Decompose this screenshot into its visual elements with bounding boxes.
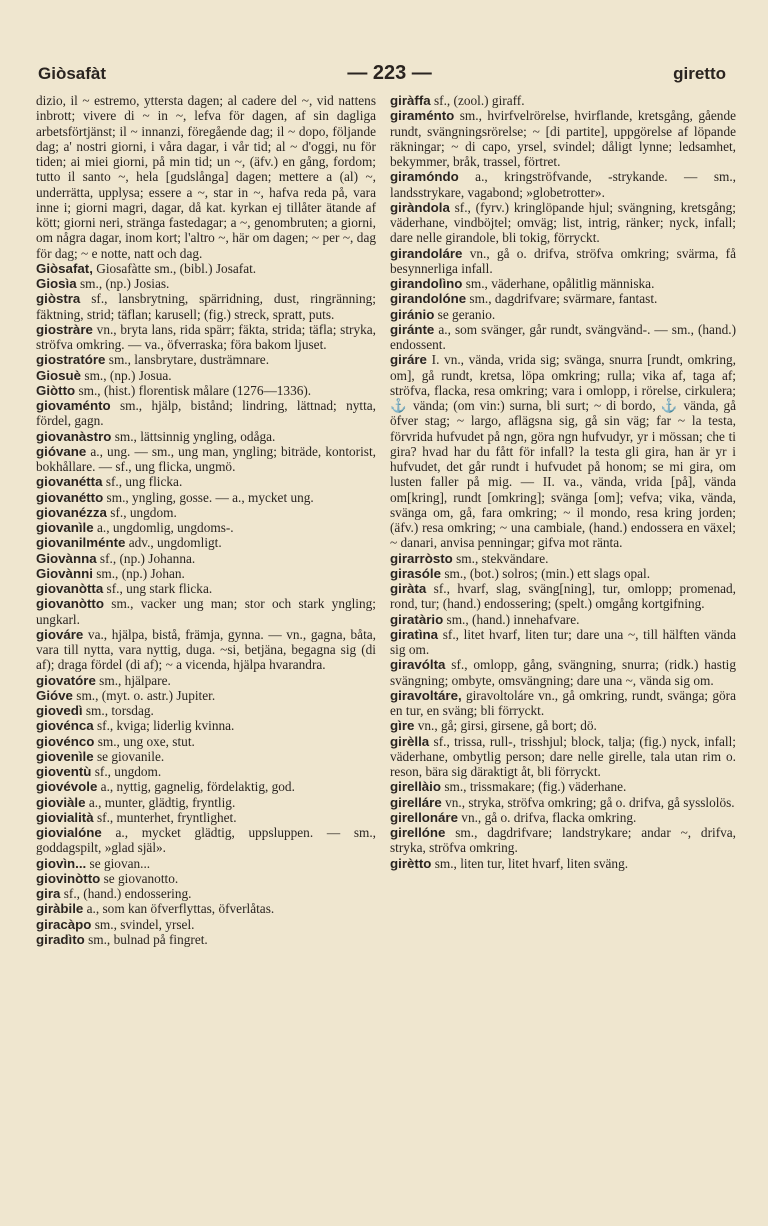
dictionary-entry: giràbile a., som kan öfverflyttas, öfverlåtas. [36, 901, 275, 917]
entry-headword: gìre [390, 718, 415, 734]
entry-headword: giradìto [36, 931, 85, 947]
dictionary-entry: giovanétto sm., yngling, gosse. — a., mycket ung. [36, 489, 314, 505]
dictionary-entry: giovanòtto sm., vacker ung man; stor och stark yngling; ungkarl. [36, 596, 376, 627]
entry-headword: giràffa [390, 93, 431, 108]
dictionary-entry: giovévole a., nyttig, gagnelig, fördelaktig, god. [36, 779, 295, 795]
dictionary-entry: Giovànna sf., (np.) Johanna. [36, 550, 196, 566]
dictionary-entry: giraménto sm., hvirfvelrörelse, hvirflande, kretsgång, gående rundt, svängningsrörelse; ~ [di partite], uppgörelse af löpande räkningar; ~ di capo, yrsel, svindel; dåligt lynne; ledsamhet, bekymmer, bråk, trassel, förtret. [390, 108, 736, 169]
entry-headword: giovanàstro [36, 428, 112, 444]
dictionary-entry: Giòsafat, Giosafàtte sm., (bibl.) Josafat. [36, 260, 257, 276]
entry-headword: girelláre [390, 794, 442, 810]
entry-headword: giratìna [390, 626, 439, 642]
entry-headword: giovanòtta [36, 581, 104, 596]
dictionary-entry: girèlla sf., trissa, rull-, trisshjul; block, talja; (fig.) nyck, infall; väderhane, ombytlig person; dare nelle girelle, tala utan rim o. reson, bära sig däraktigt åt, bli förryckt. [390, 733, 736, 779]
dictionary-entry: giostratóre sm., lansbrytare, dusträmnare. [36, 352, 270, 368]
dictionary-entry: giostràre vn., bryta lans, rida spärr; fäkta, strida; täfla; stryka, ströfva omkring. — va., öfverraska; föra bakom ljuset. [36, 321, 376, 352]
dictionary-entry: giratìna sf., litet hvarf, liten tur; dare una ~, till hälften vända sig om. [390, 626, 736, 657]
entry-headword: giòstra [36, 291, 81, 307]
entry-headword: girellonáre [390, 809, 458, 825]
entry-headword: giráre [390, 352, 427, 368]
dictionary-entry: giovanìle a., ungdomlig, ungdoms-. [36, 520, 234, 535]
dictionary-entry: giovaménto sm., hjälp, bistånd; lindring, lättnad; nytta, fördel, gagn. [36, 398, 376, 429]
dictionary-entry: giratàrio sm., (hand.) innehafvare. [390, 611, 580, 627]
dictionary-entry: giovanòtta sf., ung stark flicka. [36, 581, 213, 596]
dictionary-entry: girellàio sm., trissmakare; (fig.) väderhane. [390, 779, 627, 795]
dictionary-entry: giovénca sf., kviga; liderlig kvinna. [36, 718, 235, 734]
entry-headword: giovialità [36, 809, 94, 825]
dictionary-entry: dizio, il ~ estremo, yttersta dagen; al cadere del ~, vid nattens inbrott; vivere di ~ in ~, lefva för dagen, af sin dagliga arbetsförtjänst; il ~ innanzi, föregående dag; il ~ dopo, följande dag; a' nostri giorni, i våra dagar, i vår tid; al ~ d'oggi, nu för tiden; ai miei giorni, på min tid; un ~, (äfv.) en gång, fordom; tutto il santo ~, hela [gudslånga] dagen; mettere a (al) ~, underrätta, upplysa; essere a ~, star in ~, hafva reda på, vara inne i; giorni magri, dagar, då kat. kyrkan ej tillåter ätande af kött; giorni neri, stränga fastedagar; a ~, genombruten; a giorni, om några dagar, inom kort; l'altro ~, här om dagen; ~ per ~, dag för dag; ~ e notte, natt och dag. [36, 93, 376, 261]
dictionary-entry: giovìn... se giovan... [36, 855, 151, 871]
entry-headword: giovénco [36, 733, 95, 749]
dictionary-entry: giovénco sm., ung oxe, stut. [36, 733, 195, 749]
dictionary-entry: Giovànni sm., (np.) Johan. [36, 565, 185, 581]
entry-headword: giràndola [390, 199, 450, 215]
entry-headword: gioviàle [36, 794, 86, 810]
header-right-guideword: giretto [673, 64, 726, 83]
entry-headword: Giòtto [36, 382, 76, 398]
dictionary-entry: Gióve sm., (myt. o. astr.) Jupiter. [36, 687, 216, 703]
entry-headword: giravólta [390, 657, 446, 673]
dictionary-entry: giráre I. vn., vända, vrida sig; svänga, snurra [rundt, omkring, om], gå rundt, kretsa, löpa omkring; rulla; vika af, taga af; ströfva, flacka, resa omkring; vara i omlopp, i rörelse, cirkulera; ⚓ vända; (om vin:) surna, bli surt; ~ di bordo, ⚓ vända, gå öfver stag; ~ largo, aflägsna sig, gå sin väg; far ~ la testa, förvrida hufvudet på ngn, göra ngn hufvudyr, yr i mössan; che ti gira? hvad har du fått för infall? la testa gli gira, han är yr i hufvudet, det går rundt i hufvudet på honom; se mi gira, om lusten faller på mig. — II. va., vända, vrida [på], vända om[kring], rundt [omkring]; svänga [om]; vefva; vika, vända, svänga om, gå, fara omkring; ~ il mondo, resa kring jorden; (äfv.) resa omkring; ~ una cambiale, (hand.) endossera en växel; ~ danari, anvisa penningar; gifva mot ränta. [390, 352, 736, 551]
dictionary-entry: girellonáre vn., gå o. drifva, flacka omkring. [390, 809, 637, 825]
dictionary-entry: gioviàle a., munter, glädtig, fryntlig. [36, 794, 236, 810]
entry-headword: girandolóne [390, 291, 467, 307]
entry-headword: girètto [390, 855, 432, 871]
dictionary-entry: girelláre vn., stryka, ströfva omkring; gå o. drifva, gå sysslolös. [390, 794, 735, 810]
entry-headword: giovénca [36, 718, 94, 734]
dictionary-entry: giovanétta sf., ung flicka. [36, 474, 183, 490]
entry-headword: giovaménto [36, 398, 111, 413]
dictionary-entry: giràffa sf., (zool.) giraff. [390, 93, 525, 108]
entry-headword: giovanézza [36, 504, 107, 520]
entry-headword: girarròsto [390, 550, 453, 566]
entry-headword: giovinòtto [36, 870, 101, 886]
entry-headword: girasóle [390, 565, 441, 581]
dictionary-entry: giovinòtto se giovanotto. [36, 870, 179, 886]
entry-headword: giovanétta [36, 474, 103, 490]
entry-headword: Giosìa [36, 276, 77, 291]
entry-headword: giovenìle [36, 748, 94, 764]
dictionary-entry: giovialità sf., munterhet, fryntlighet. [36, 809, 237, 825]
dictionary-entry: gióvane a., ung. — sm., ung man, yngling; biträde, kontorist, bokhållare. — sf., ung flicka, ungmö. [36, 443, 376, 474]
dictionary-entry: giradìto sm., bulnad på fingret. [36, 931, 208, 947]
left-column [36, 93, 376, 947]
dictionary-entry: giránte a., som svänger, går rundt, svängvänd-. — sm., (hand.) endossent. [390, 321, 736, 352]
dictionary-entry: gira sf., (hand.) endossering. [36, 886, 192, 901]
entry-headword: giováre [36, 626, 84, 642]
dictionary-entry: giramóndo a., kringströfvande, -strykande. — sm., landsstrykare, vagabond; »globetrotter». [390, 169, 736, 200]
entry-headword: giovìn... [36, 855, 87, 871]
dictionary-entry: giràta sf., hvarf, slag, sväng[ning], tur, omlopp; promenad, rond, tur; (hand.) endossering; (spelt.) omgång kortgifning. [390, 581, 736, 612]
entry-headword: giovatóre [36, 672, 96, 688]
dictionary-entry: giovedì sm., torsdag. [36, 703, 154, 718]
entry-headword: giovanìle [36, 520, 94, 535]
dictionary-entry: giovanézza sf., ungdom. [36, 504, 177, 520]
dictionary-entry: giòstra sf., lansbrytning, spärridning, dust, ringränning; fäktning, strid; täflan; karusell; (fig.) streck, spratt, puts. [36, 291, 376, 322]
entry-headword: giràta [390, 581, 427, 596]
page-header [38, 62, 726, 88]
dictionary-entry: girellóne sm., dagdrifvare; landstrykare; andar ~, drifva, stryka, ströfva omkring. [390, 825, 736, 856]
dictionary-entry: girandolóne sm., dagdrifvare; svärmare, fantast. [390, 291, 658, 307]
dictionary-entry: girandoláre vn., gå o. drifva, ströfva omkring; svärma, få besynnerliga infall. [390, 245, 736, 276]
entry-headword: gira [36, 886, 61, 901]
entry-headword: giràbile [36, 901, 84, 917]
entry-headword: giratàrio [390, 611, 444, 627]
dictionary-entry: giovanilménte adv., ungdomligt. [36, 535, 222, 551]
entry-headword: Giosuè [36, 367, 82, 383]
dictionary-entry: girasóle sm., (bot.) solros; (min.) ett slags opal. [390, 565, 651, 581]
dictionary-entry: Giosuè sm., (np.) Josua. [36, 367, 172, 383]
entry-headword: giovanétto [36, 489, 104, 505]
entry-headword: giovedì [36, 703, 83, 718]
entry-headword: girellàio [390, 779, 441, 795]
entry-headword: Giovànna [36, 550, 97, 566]
dictionary-entry: giovenìle se giovanile. [36, 748, 165, 764]
entry-headword: giovanilménte [36, 535, 126, 551]
dictionary-entry: giravólta sf., omlopp, gång, svängning, snurra; (ridk.) hastig svängning; ombyte, omsvängning; dare una ~, vända sig om. [390, 657, 736, 688]
dictionary-entry: giràndola sf., (fyrv.) kringlöpande hjul; svängning, kretsgång; väderhane, vindböjtel; omväg; list, intrig, ränker; nyck, infall; dare nelle girandole, bli tokig, förryckt. [390, 199, 736, 246]
entry-headword: girellóne [390, 825, 446, 840]
entry-headword: girandoláre [390, 245, 463, 261]
dictionary-entry: giovialóne a., mycket glädtig, uppsluppen. — sm., goddagspilt, »glad själ». [36, 825, 376, 856]
entry-headword: girèlla [390, 733, 430, 749]
dictionary-entry: giovatóre sm., hjälpare. [36, 672, 171, 688]
dictionary-entry: Giosìa sm., (np.) Josias. [36, 276, 170, 291]
entry-headword: giostratóre [36, 352, 106, 368]
entry-headword: giracàpo [36, 916, 92, 932]
entry-headword: giovévole [36, 779, 98, 795]
entry-headword: giraménto [390, 108, 455, 124]
dictionary-entry: giováre va., hjälpa, bistå, främja, gynna. — vn., gagna, båta, vara till nytta, vara nyttig, duga. ~si, betjäna, begagna sig (di af); draga fördel (di af); ~ a vicenda, hjälpa hvarandra. [36, 626, 376, 673]
header-left-guideword: Giòsafàt [38, 64, 107, 83]
entry-headword: giránio [390, 306, 435, 322]
dictionary-entry: gìre vn., gå; girsi, girsene, gå bort; dö. [390, 718, 597, 734]
entry-headword: gioventù [36, 764, 92, 779]
entry-headword: giránte [390, 321, 435, 337]
entry-headword: giostràre [36, 321, 93, 337]
entry-headword: giovanòtto [36, 596, 104, 612]
entry-headword: gióvane [36, 443, 87, 459]
dictionary-entry: giravoltáre, giravoltoláre vn., gå omkring, rundt, svänga; göra en tur, en sväng; bli förryckt. [390, 687, 736, 718]
entry-headword: giovialóne [36, 825, 102, 840]
entry-headword: girandolìno [390, 276, 463, 291]
dictionary-entry: giovanàstro sm., lättsinnig yngling, odåga. [36, 428, 276, 444]
entry-headword: giramóndo [390, 169, 459, 185]
dictionary-entry: giránio se geranio. [390, 306, 496, 322]
dictionary-entry: girarròsto sm., stekvändare. [390, 550, 549, 566]
dictionary-entry: Giòtto sm., (hist.) florentisk målare (1276—1336). [36, 382, 312, 398]
entry-headword: giravoltáre, [390, 687, 462, 703]
entry-headword: Giòsafat, [36, 260, 93, 276]
page-number: — 223 — [347, 62, 432, 84]
dictionary-entry: girètto sm., liten tur, litet hvarf, liten sväng. [390, 855, 629, 871]
entry-headword: Giovànni [36, 565, 93, 581]
dictionary-entry: girandolìno sm., väderhane, opålitlig människa. [390, 276, 655, 291]
dictionary-entry: giracàpo sm., svindel, yrsel. [36, 916, 195, 932]
dictionary-entry: gioventù sf., ungdom. [36, 764, 162, 779]
entry-headword: Gióve [36, 687, 73, 703]
right-column [390, 93, 736, 871]
